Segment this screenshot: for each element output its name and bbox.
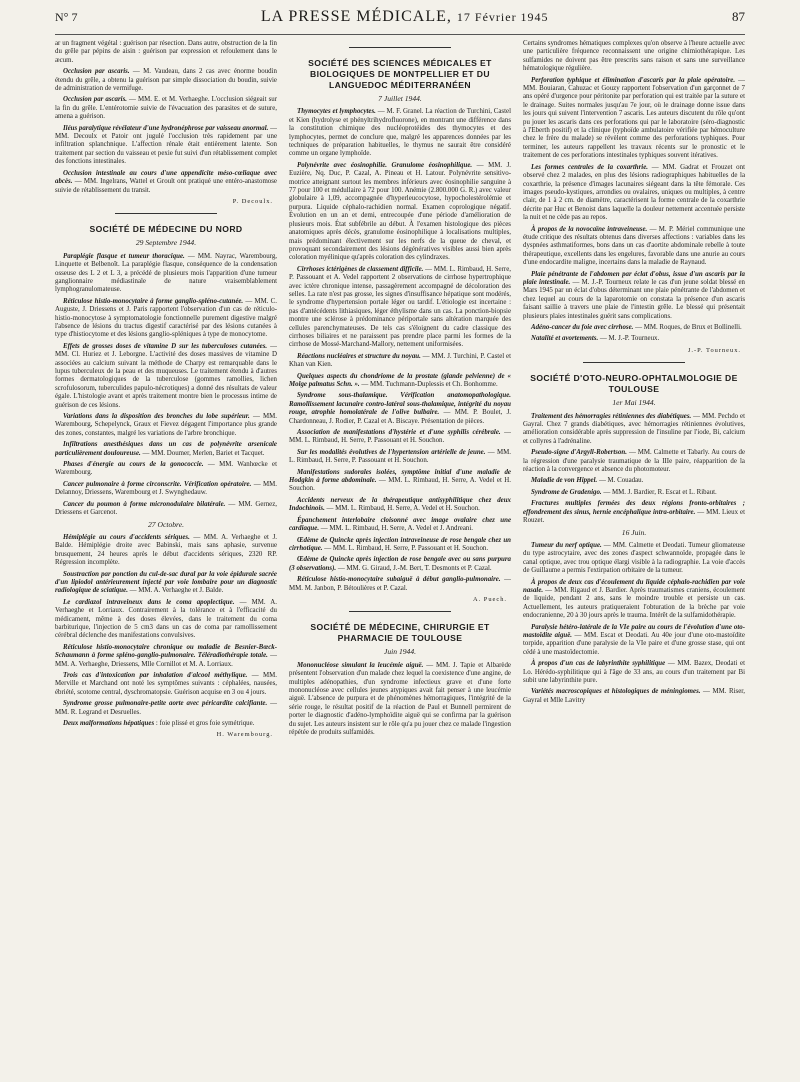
abstract-title: Soustraction par ponction du cul-de-sac dural par la voie épidurale sacrée d'un lipiodol antérieurement injecté par voie lombaire pour un diagnostic radiologique de sciatique. [55, 570, 277, 595]
abstract-text: : foie plissé et gros foie symétrique. [154, 720, 255, 728]
abstract [289, 662, 511, 738]
abstract-text: — M. P. Mériel communique une étude critique des résultats obtenus dans diverses affections : variables dans les dyspnées asthmatiformes, bons dans un cas d'aortite abdominale rebelle à toute thérapeutique, excellents dans les engelures, favorable dans une anurie au cours d'une endocardite maligne, incertains dans la maladie de Raynaud. [523, 225, 745, 267]
abstract [289, 373, 511, 390]
section-title: SOCIÉTÉ DE MÉDECINE DU NORD [89, 224, 243, 235]
abstract-text: — MM. A. Verhaeghe et J. Balde. [127, 587, 224, 595]
abstract [55, 96, 277, 121]
abstract-title: Réticulose histio-monocytaire chronique ou maladie de Besnier-Bœck-Schaumann à forme spléno-ganglio-pulmonaire. Téléradiothérapie totale. [55, 643, 277, 660]
abstract [523, 660, 745, 685]
abstract-title: Syndrome grosse pulmonaire-petite aorte avec péricardite calcifiante. [63, 700, 268, 708]
abstract [55, 672, 277, 697]
abstract-text: — MM. L. Rimbaud, H. Serre, A. Vedel et H. Souchon. [324, 505, 480, 513]
abstract-text: — M. F. Granel. La réaction de Turchini, Castel et Kien (hydrolyse et phényltrihydrofluorone), en montrant une différence dans la constitution chimique des nucléoprotéides des thymocytes et des lymphocytes, permet de conclure que, malgré les apparences données par les techniques de préparation habituelles, le thymus ne saurait être considéré comme un organe lymphoïde. [289, 108, 511, 158]
abstract-title: Réticulose histio-monocytaire subaiguë à début ganglio-pulmonaire. [297, 576, 501, 584]
abstract-title: Plaie pénétrante de l'abdomen par éclat d'obus, issue d'un ascaris par la plaie intestinale. [523, 270, 745, 286]
column-2 [289, 40, 511, 1070]
abstract-text: — MM. J. Tapie et Albarède présentent l'observation d'un malade chez lequel la coexistence d'une angine, de multiples adénopathies, d'un syndrome infectieux grave et d'une forte mononucléose avec cellules jeunes atypiques avait fait penser à une leucémie aiguë. L'absence de purpura et de phénomènes hémorragiques, l'intégrité de la série rouge, le résultat positif de la réaction de Paul et Bunnell permirent de porter le diagnostic d'adéno-lymphoïdite aiguë qui se confirma par la guérison du sujet. Les auteurs insistent sur le rôle qu'a pu jouer chez ce malade l'ingestion répétée de produits sulfamidés. [289, 661, 511, 736]
signature: J.-P. Tourneux. [687, 346, 741, 354]
signature: A. Puech. [472, 595, 507, 603]
abstract-text: — MM. A. Verhaeghe, Driessens, Mlle Cornillot et M. A. Lorriaux. [55, 652, 277, 668]
abstract-title: Syndrome de Gradenigo. [531, 488, 602, 496]
abstract [289, 469, 511, 494]
abstract [55, 343, 277, 410]
abstract [55, 170, 277, 195]
abstract-text: — M. Vaudeau, dans 2 cas avec énorme boudin étendu du grêle, a obtenu la guérison par simple dissociation du boudin, suivie de administration de vermifuge. [55, 68, 277, 93]
abstract-text: — MM. Doumer, Merlen, Bariet et Tacquet. [140, 449, 265, 457]
article-continuation: Certains syndromes hématiques complexes qu'on observe à l'heure actuelle avec une particulière fréquence reconnaissent une origine chimiothérapique. Les sulfamides ne doivent pas être prescrits sans raison et sans une surveillance hématologique régulière. [523, 40, 745, 73]
abstract [289, 497, 511, 514]
abstract [289, 576, 511, 593]
abstract-title: Cirrhoses ictérigènes de classement difficile. [297, 265, 424, 273]
abstract-text: — MM. A. Verhaeghe et J. Balde. Hémiplégie droite avec Babinski, mais sans aphasie, survenue brusquement, 24 heures après le début d'accidents sériques, 2320 RP. Régression incomplète. [55, 533, 277, 567]
abstract-title: Cancer pulmonaire à forme circonscrite. Vérification opératoire. [63, 480, 252, 488]
abstract-text: — MM. C. Auguste, J. Driessens et J. Paris rapportent l'observation d'un cas de réticulo-histio-monocytose à symptomatologie fonctionnelle purement digestive malgré l'absence de lésions du tractus digestif caractérisé par des lésions cutanées à type d'histiocytome et des lésions ganglio-spléniques à type de monocytome. [55, 297, 277, 339]
abstract-text: — MM. G. Giraud, J.-M. Bert, T. Desmonts et P. Cazal. [336, 564, 492, 572]
abstract [55, 599, 277, 641]
abstract-text: — MM. L. Rimbaud, H. Serre, A. Vedel et H. Souchon. [289, 477, 511, 493]
columns [55, 40, 745, 1070]
abstract [523, 164, 745, 223]
abstract [55, 571, 277, 596]
abstract-text: — MM. Cl. Huriez et J. Leborgne. L'activité des doses massives de vitamine D associées au calcium suivant la méthode de Charpy est remarquable dans le lupus tuberculeux de la peau et des muqueuses. Le traitement étendu à d'autres formes dermatologiques de la tuberculose (gommes ramollies, lichen scrofulosorum, tuberculides papulo-nécrotiques) a donné des résultats de valeur égale. L'histologie avant et après traitement montre bien le processus intime de guérison de ces lésions. [55, 342, 277, 409]
abstract [289, 266, 511, 350]
abstract [55, 720, 277, 728]
abstract [289, 353, 511, 370]
abstract-text: — MM. L. Rimbaud, H. Serre, P. Passouant et A. Vedel rapportent 2 observations de cirrhose hypertrophique avec ictère chronique intense, passagèrement accompagné de décoloration des selles. La rate n'est pas grosse, les signes d'insuffisance hépatique sont modérés, le syndrome d'hypertension portale léger ou tardif. L'étiologie est incertaine : pas d'antécédents lithiasiques, léger éthylisme dans un cas. La ponction-biopsie montre une sclérose à prédominance périportale sans altération marquée des cellules parenchymateuses. De tels cas s'éloignent du cadre classique des cirrhoses biliaires et ne paraissent pas prendre place parmi les formes de la cirrhose de Mossé-Marchand-Mallory, nettement uniformisées. [289, 265, 511, 349]
abstract [523, 500, 745, 525]
abstract-title: Les formes centrales de la coxarthrie. [531, 163, 648, 171]
abstract [289, 449, 511, 466]
abstract-text: — MM. Tuchmann-Duplessis et Ch. Bonhomme. [359, 381, 498, 388]
abstract [289, 517, 511, 534]
abstract-title: Association de manifestations d'hystérie et d'une syphilis cérébrale. [297, 429, 501, 437]
abstract [523, 688, 745, 705]
abstract [55, 441, 277, 458]
abstract-text: — MM. Merville et Marchand ont noté les symptômes suivants : céphalées, nausées, ébriété, scotome central, dyschromatopsie. Guérison acquise en 3 ou 4 jours. [55, 672, 277, 696]
abstract-title: Sur les modalités évolutives de l'hypertension artérielle de jeune. [297, 448, 486, 456]
abstract-text: — MM. P. Boulet, J. Chardonneau, J. Rodier, P. Cazal et A. Biscaye. Présentation de pièces. [289, 409, 511, 425]
abstract-text: — MM. Delannoy, Driessens, Warembourg et J. Swynghedauw. [55, 480, 277, 497]
abstract [55, 700, 277, 717]
abstract-title: À propos de deux cas d'écoulement du liquide céphalo-rachidien par voie nasale. [523, 578, 745, 594]
abstract [55, 534, 277, 568]
journal-title: LA PRESSE MÉDICALE, [260, 8, 452, 25]
abstract [523, 579, 745, 621]
abstract-text: — MM. Calmette et Deodati. Tumeur gliomateuse du type astrocytaire, avec des zones d'aspect schwannoïde, propagée dans le canal optique, avec trou optique élargi visible à la radiographie. La voie d'accès de Guillaume a permis l'extirpation orbitaire de la tumeur. [523, 541, 745, 575]
abstract-title: Accidents nerveux de la thérapeutique antisyphilitique chez deux Indochinois. [289, 496, 511, 513]
abstract-text: — MM. Ingelrans, Wattel et Groult ont pratiqué une entéro-anastomose suivie de rétablissement du transit. [55, 178, 277, 194]
abstract-text: — MM. J. Turchini, P. Castel et Khan van Kien. [289, 352, 511, 369]
abstract-title: Épanchement interlobaire cloisonné avec image ovalaire chez une cardiaque. [289, 516, 511, 533]
section-rule [349, 47, 451, 48]
page-number: 87 [732, 9, 745, 24]
issue-date: 17 Février 1945 [456, 10, 549, 24]
abstract-text: — MM. Escat et Deodati. Au 40e jour d'une oto-mastoïdite torpide, apparition d'une paralysie de la VIe paire et d'une grosse stase, qui ont cédé à une mastoïdectomie. [523, 631, 745, 656]
abstract-text: — MM. Gernez, Driessens et Garcenot. [55, 500, 277, 517]
abstract-text: — MM. J. Euzière, Nq. Duc, P. Cazal, A. Pineau et H. Latour. Polynévrite sensitivo-motrice atteignant surtout les membres inférieurs avec éosinophilie sanguine à 77 pour 100 et médullaire à 72 pour 100. Anémie (2.800.000 G. R.) avec valeur globulaire à 1,09, accompagnée d'hyperleucocytose, hypocholestérolémie et purpura. Liquide céphalo-rachidien normal. Examen coprologique négatif. Évolution en un an et demi, entrecoupée d'une période d'amélioration de plusieurs mois. État subfébrile au début. À l'examen histologique des pièces anatomiques après décès, granulome éosinophilique à localisations multiples, mais prédominant électivement sur les nerfs de la queue de cheval, et provoquant secondairement des lésions dégénératives visibles aussi bien après coloration myélinique qu'après coloration des cylindraxes. [289, 161, 511, 262]
abstract-title: Paralysie hétéro-latérale de la VIe paire au cours de l'évolution d'une oto-mastoïdite aiguë. [523, 623, 745, 639]
abstract-title: Le cardiazol intraveineux dans le coma apoplectique. [63, 598, 235, 606]
abstract-text: — MM. E. et M. Verhaeghe. L'occlusion siégeait sur la fin du grêle. L'entérotomie suivie de l'évacuation des parasites et de suture, amena a guérison. [55, 96, 277, 121]
abstract [289, 537, 511, 554]
abstract-title: Œdème de Quincke après injection intraveineuse de rose bengale chez un cirrhotique. [289, 536, 511, 552]
abstract-text: — MM. J. Bardier, R. Escat et L. Ribaut. [601, 488, 717, 496]
session-date: 16 Juin. [621, 527, 647, 537]
abstract-text: — MM. R. Legrand et Desruelles. [55, 700, 277, 716]
abstract [55, 644, 277, 669]
abstract [289, 556, 511, 573]
page-header [55, 8, 745, 35]
abstract-title: À propos d'un cas de labyrinthite syphilitique [531, 660, 666, 668]
abstract-title: Réactions nucléaires et structure du noyau. [297, 352, 421, 360]
abstract [523, 489, 745, 497]
abstract-title: Œdème de Quincke après injection de rose bengale avec ou sans purpura (3 observations). [289, 556, 511, 572]
abstract-text: — MM. M. Janbon, P. Bétoulières et P. Cazal. [289, 576, 511, 592]
abstract [55, 461, 277, 478]
abstract-title: Deux malformations hépatiques [63, 720, 155, 728]
abstract-text: — MM. L. Rimbaud, H. Serre, A. Vedel et J. Andreani. [319, 525, 473, 533]
abstract-title: Polynévrite avec éosinophilie. Granulome éosinophilique. [297, 161, 473, 169]
abstract [55, 68, 277, 93]
section-rule [583, 362, 685, 363]
abstract-title: Mononucléose simulant la leucémie aiguë. [297, 661, 424, 669]
abstract [523, 226, 745, 268]
abstract-text: — MM. Rigaud et J. Bardier. Après traumatismes craniens, écoulement de liquide, pendant 2 ans, sans le moindre trouble et persiste un cas. Actuellement, les auteurs pratiqueraient l'obturation de la brèche par voie endocranienne, 20 à 30 jours après le trauma. Intérêt de la sulfamidothérapie. [523, 586, 745, 620]
abstract-text: — MM. L. Rimbaud, H. Serre, P. Passouant et H. Souchon. [322, 544, 489, 552]
abstract-title: Thymocytes et lymphocytes. [297, 108, 376, 116]
session-date: Juin 1944. [383, 647, 417, 657]
session-date: 29 Septembre 1944. [135, 238, 197, 248]
section-title: SOCIÉTÉ DES SCIENCES MÉDICALES ET BIOLOGIQUES DE MONTPELLIER ET DU LANGUEDOC MÉDITERRANÉEN [308, 58, 492, 90]
abstract-title: Occlusion par ascaris. [63, 68, 130, 76]
signature: P. Decoulx. [232, 197, 273, 205]
section-rule [115, 213, 217, 214]
abstract [55, 413, 277, 438]
abstract [523, 477, 745, 485]
abstract [523, 335, 745, 343]
abstract-title: Quelques aspects du chondriome de la prostate (glande pelvienne) de « Molge palmatus Schn. ». [289, 372, 511, 388]
abstract-text: — MM. A. Verhaeghe et Lorriaux. Contrairement à la tolérance et à l'efficacité du médicament, même à des doses élevées, dans le traitement du coma barbiturique, l'injection de 5 cm3 dans un cas de coma par ramollissement cérébral déclenche des manifestations convulsives. [55, 598, 277, 640]
abstract-text: — M. J.-P. Tourneux. [598, 335, 660, 343]
abstract-text: — MM. Wanhœcke et Warembourg. [55, 461, 277, 477]
signature: H. Warembourg. [216, 731, 273, 739]
abstract-title: Réticulose histio-monocytaire à forme ganglio-spléno-cutanée. [63, 297, 244, 305]
abstract-text: — MM. L. Rimbaud, H. Serre, P. Passouant et H. Souchon. [289, 448, 511, 465]
abstract-title: Fractures multiples fermées des deux régions fronto-orbitaires ; effondrement des sinus, hernie encéphalique intra-orbitaire. [523, 500, 745, 516]
abstract-title: À propos de la novocaïne intraveineuse. [531, 225, 648, 233]
abstract [523, 624, 745, 658]
abstract-title: Manifestations sudorales isolées, symptôme initial d'une maladie de Hodgkin à forme abdominale. [289, 468, 511, 485]
journal-title-line [77, 8, 732, 26]
abstract [523, 449, 745, 474]
abstract [523, 542, 745, 576]
abstract-title: Cancer du poumon à forme micronodulaire bilatérale. [63, 500, 226, 508]
abstract-title: Natalité et avortements. [531, 335, 599, 343]
abstract-title: Variétés macroscopiques et histologiques de méningiomes. [531, 688, 701, 696]
abstract [289, 162, 511, 263]
abstract-text: — MM. Bazex, Deodati et Lo. Hérédo-syphilitique qui à l'âge de 33 ans, au cours d'un traitement par Bi subit une labyrinthite pure. [523, 660, 745, 684]
abstract [523, 77, 745, 161]
abstract [523, 413, 745, 447]
column-3 [523, 40, 745, 1070]
abstract-title: Effets de grosses doses de vitamine D sur les tuberculoses cutanées. [63, 342, 268, 350]
abstract-title: Occlusion intestinale au cours d'une appendicite méso-cœliaque avec abcès. [55, 169, 277, 186]
abstract [523, 271, 745, 321]
abstract-title: Trois cas d'intoxication par inhalation d'alcool méthylique. [63, 672, 248, 679]
abstract-text: — MM. Nayrac, Warembourg, Linquette et Belbenoît. La paraplégie flasque, conséquence de la condensation osseuse des L 2 et L 3, a précédé de plusieurs mois l'apparition d'une tumeur ganglionnaire médiastinale de nature vraisemblablement lymphogranulomateuse. [55, 252, 277, 294]
abstract [55, 125, 277, 167]
abstract-text: — M. Couadau. [597, 477, 644, 485]
abstract-title: Iléus paralytique révélateur d'une hydronéphrose par vaisseau anormal. [63, 124, 269, 132]
section-rule [349, 611, 451, 612]
abstract-title: Variations dans la disposition des bronches du lobe supérieur. [63, 413, 250, 421]
abstract-text: — MM. Pechdo et Gayral. Chez 7 grands diabétiques, avec hémorragies rétiniennes évolutives, amélioration considérable après suppression de l'insuline par l'iode, Bi, calcium et collyres à l'adrénaline. [523, 412, 745, 445]
abstract-text: — MM. Lieux et Rouzet. [523, 508, 745, 525]
abstract-title: Traitement des hémorragies rétiniennes des diabétiques. [531, 412, 692, 420]
section-title: SOCIÉTÉ D'OTO-NEURO-OPHTALMOLOGIE DE TOULOUSE [530, 373, 738, 395]
abstract [55, 481, 277, 498]
abstract-title: Perforation typhique et élimination d'ascaris par la plaie opératoire. [531, 76, 736, 84]
abstract [55, 501, 277, 518]
session-date: 27 Octobre. [148, 519, 184, 529]
abstract-text: — MM. Calmette et Tabarly. Au cours de la régression d'une paralysie traumatique de la IIIe paire, réapparition de la réaction à la convergence et absence du photomoteur. [523, 449, 745, 474]
section-title: SOCIÉTÉ DE MÉDECINE, CHIRURGIE ET PHARMACIE DE TOULOUSE [310, 622, 490, 644]
abstract-title: Pseudo-signe d'Argyll-Robertson. [531, 449, 627, 457]
abstract-text: — MM. Riser, Gayral et Mlle Lavitry [523, 688, 745, 704]
abstract-title: Phases d'énergie au cours de la gonococcie. [63, 461, 204, 469]
abstract-title: Tumeur du nerf optique. [531, 541, 602, 549]
abstract-title: Maladie de von Hippel. [531, 477, 598, 485]
session-date: 7 Juillet 1944. [378, 94, 422, 103]
abstract [289, 429, 511, 446]
abstract-title: Paraplégie flasque et tumeur thoracique. [63, 252, 185, 260]
abstract-title: Occlusion par ascaris. [63, 96, 127, 104]
abstract [289, 392, 511, 426]
abstract-title: Infiltrations anesthésiques dans un cas de polynévrite arsenicale particulièrement douloureuse. [55, 441, 277, 457]
abstract [523, 324, 745, 332]
abstract-text: — M. J.-P. Tourneux relate le cas d'un jeune soldat blessé en Mars 1945 par un éclat d'obus déterminant une plaie pénétrante de l'abdomen et chez lequel au cours de la laparotomie on constata la présence d'un ascaris faisant saillie à travers une plaie de l'intestin grêle. Le blessé qui présentait plusieurs plaies intestinales guérit sans complications. [523, 278, 745, 320]
issue-number: N° 7 [55, 10, 78, 24]
abstract-title: Syndrome sous-thalamique. Vérification anatomopathologique. Ramollissement lacunaire contro-latéral sous-thalamique, intégrité du noyau rouge, atrophie homolatérale de l'olive bulbaire. [289, 392, 511, 417]
abstract [55, 253, 277, 295]
abstract-text: — MM. Warembourg, Schepelynck, Graux et Fievez dégagent l'importance plus grande des zones, constantes, malgré les variations de l'arbre bronchique. [55, 413, 277, 437]
abstract-text: — MM. Roques, de Brux et Bollinelli. [633, 324, 742, 331]
abstract-title: Adéno-cancer du foie avec cirrhose. [531, 324, 634, 331]
article-continuation: ar un fragment végétal : guérison par résection. Dans autre, obstruction de la fin du grêle par pépins de aisin : guérison par expression et refoulement dans le æcum. [55, 40, 277, 64]
abstract [55, 298, 277, 340]
abstract-text: — MM. Gadrat et Frouzet ont observé chez 2 malades, en plus des lésions radiographiques habituelles de la coxarthrie, la présence d'images lacunaires siégeant dans la tête fémorale. Ces images pseudo-kystiques, arrondies ou ovalaires, uniques ou multiples, à centre clair, de 1 à 2 cm. de diamètre, caractérisent la forme centrale de la coxarthrie décrite par Huc et Benoist dans laquelle la douleur nettement accentuée persiste la nuit et ne cède pas au repos. [523, 163, 745, 222]
column-1 [55, 40, 277, 1070]
abstract-text: — MM. Bouiaran, Cahuzac et Gouzy rapportent l'observation d'un garçonnet de 7 ans opéré d'urgence pour péritonite par perforation qui est traitée par la suture et le drainage. Suites normales jusqu'au 7e jour, où le drainage donne issue dans les jours qui suivent l'intervention 7 ascaris. Les auteurs discutent du rôle qu'ont pu jouer les ascaris dans ces perforations qui par le laboratoire (séro-diagnostic à l'Eberth positif) et la clinique (typhoïde ambulatoire vérifiée par hémoculture chez le frère du malade) se révèlent comme des perforations typhiques. Pour terminer, les auteurs rappellent les travaux récents sur le pronostic et le traitement de ces perforations intestinales typhiques souvent itératives. [523, 76, 745, 160]
abstract-text: — MM. L. Rimbaud, H. Serre, P. Passouant et H. Souchon. [289, 429, 511, 445]
abstract-text: — MM. Decoulx et Patoir ont jugulé l'occlusion très rapidement par une infiltration splanchnique. L'affection rénale était entièrement latente. Son traitement par section du vaisseau et pexie fut suivi d'un rétablissement complet des fonctions intestinales. [55, 124, 277, 166]
session-date: 1er Mai 1944. [612, 398, 656, 408]
abstract-title: Hémiplégie au cours d'accidents sériques. [63, 533, 190, 541]
abstract [289, 108, 511, 158]
